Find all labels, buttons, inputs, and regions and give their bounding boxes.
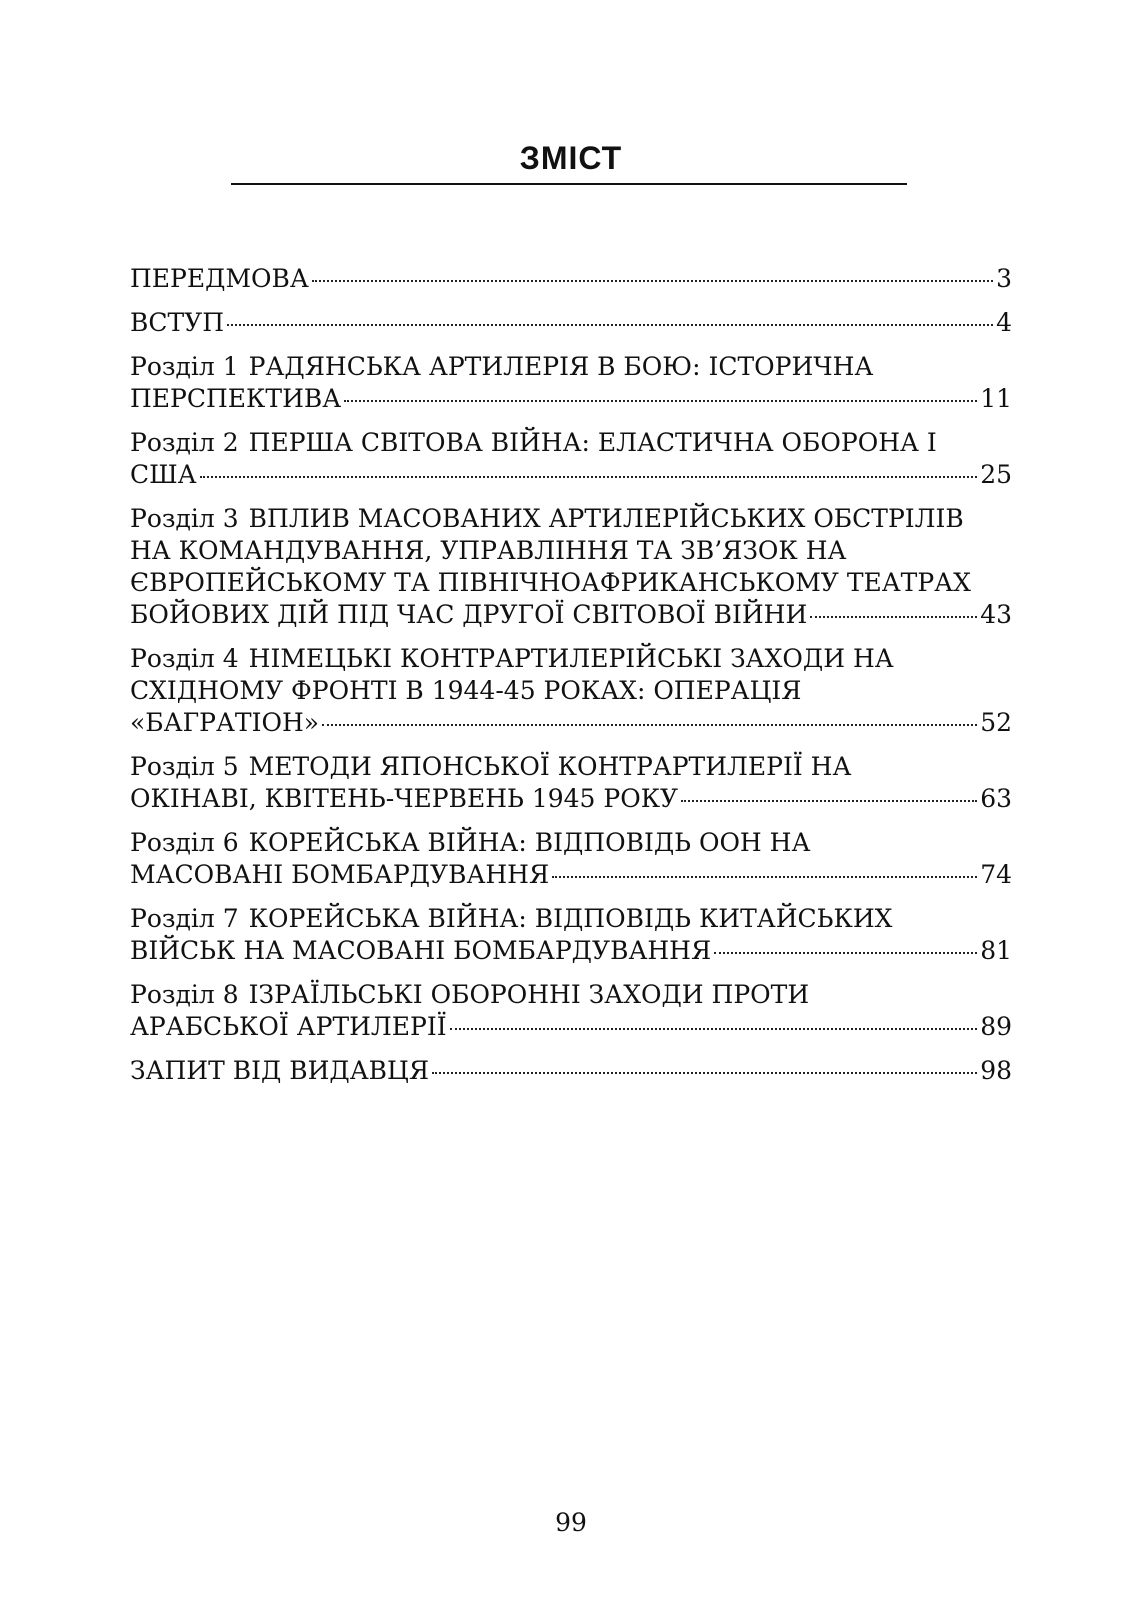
toc-entry-line — [130, 903, 1012, 935]
toc-entry-line — [130, 751, 1012, 783]
toc-entry-last-line — [130, 707, 1012, 739]
table-of-contents — [130, 263, 1012, 1099]
toc-entry-line — [130, 351, 1012, 383]
toc-entry-text: КОРЕЙСЬКА ВІЙНА: ВІДПОВІДЬ КИТАЙСЬКИХ — [248, 904, 893, 933]
dot-leader — [344, 400, 977, 402]
toc-entry[interactable] — [130, 827, 1012, 891]
toc-entry-text: ВПЛИВ МАСОВАНИХ АРТИЛЕРІЙСЬКИХ ОБСТРІЛІВ — [248, 504, 964, 533]
toc-entry-text: ІЗРАЇЛЬСЬКІ ОБОРОННІ ЗАХОДИ ПРОТИ — [248, 980, 810, 1009]
dot-leader — [227, 324, 993, 326]
toc-entry[interactable] — [130, 1055, 1012, 1087]
toc-entry-line — [130, 675, 1012, 707]
toc-entry-last-line — [130, 599, 1012, 631]
toc-entry-last-line — [130, 459, 1012, 491]
dot-leader — [681, 800, 977, 802]
toc-page-number: 4 — [996, 308, 1012, 337]
toc-page-number: 81 — [980, 936, 1012, 965]
toc-page-number: 89 — [980, 1012, 1012, 1041]
toc-entry[interactable] — [130, 643, 1012, 739]
dot-leader — [552, 876, 977, 878]
dot-leader — [810, 616, 977, 618]
title-underline — [231, 183, 907, 185]
toc-page-number: 52 — [980, 708, 1012, 737]
toc-entry-text: США — [130, 460, 197, 489]
dot-leader — [312, 280, 993, 282]
toc-entry-line — [130, 567, 1012, 599]
dot-leader — [450, 1028, 978, 1030]
toc-entry-text: ЄВРОПЕЙСЬКОМУ ТА ПІВНІЧНОАФРИКАНСЬКОМУ ТЕАТРАХ — [130, 568, 971, 597]
toc-entry-text: СХІДНОМУ ФРОНТІ В 1944-45 РОКАХ: ОПЕРАЦІЯ — [130, 676, 802, 705]
toc-entry-last-line — [130, 1011, 1012, 1043]
toc-entry-text: ПЕРЕДМОВА — [130, 264, 309, 293]
dot-leader — [432, 1072, 977, 1074]
toc-entry-last-line — [130, 307, 1012, 339]
chapter-number: Розділ 2 — [130, 428, 239, 457]
chapter-number: Розділ 6 — [130, 828, 239, 857]
page-number: 99 — [555, 1508, 587, 1537]
toc-entry-text: ВСТУП — [130, 308, 225, 337]
toc-entry[interactable] — [130, 427, 1012, 491]
toc-entry-text: РАДЯНСЬКА АРТИЛЕРІЯ В БОЮ: ІСТОРИЧНА — [248, 352, 874, 381]
dot-leader — [200, 476, 978, 478]
toc-entry-text: НІМЕЦЬКІ КОНТРАРТИЛЕРІЙСЬКІ ЗАХОДИ НА — [248, 644, 894, 673]
dot-leader — [714, 952, 977, 954]
toc-entry[interactable] — [130, 263, 1012, 295]
toc-entry-text: АРАБСЬКОЇ АРТИЛЕРІЇ — [130, 1012, 447, 1041]
toc-entry-line — [130, 427, 1012, 459]
toc-page-number: 43 — [980, 600, 1012, 629]
chapter-number: Розділ 8 — [130, 980, 239, 1009]
toc-entry-text: МАСОВАНІ БОМБАРДУВАННЯ — [130, 860, 550, 889]
chapter-number: Розділ 5 — [130, 752, 239, 781]
toc-page-number: 98 — [980, 1056, 1012, 1085]
chapter-number: Розділ 7 — [130, 904, 239, 933]
toc-entry-text: НА КОМАНДУВАННЯ, УПРАВЛІННЯ ТА ЗВ’ЯЗОК НА — [130, 536, 847, 565]
toc-page-number: 11 — [980, 384, 1012, 413]
toc-page-number: 25 — [980, 460, 1012, 489]
dot-leader — [322, 724, 977, 726]
toc-entry[interactable] — [130, 503, 1012, 631]
toc-entry-last-line — [130, 935, 1012, 967]
toc-page-number: 3 — [996, 264, 1012, 293]
toc-entry[interactable] — [130, 751, 1012, 815]
toc-page-number: 63 — [980, 784, 1012, 813]
toc-entry[interactable] — [130, 307, 1012, 339]
chapter-number: Розділ 3 — [130, 504, 239, 533]
toc-entry-text: ПЕРША СВІТОВА ВІЙНА: ЕЛАСТИЧНА ОБОРОНА І — [248, 428, 937, 457]
toc-entry-last-line — [130, 263, 1012, 295]
toc-entry-text: БОЙОВИХ ДІЙ ПІД ЧАС ДРУГОЇ СВІТОВОЇ ВІЙНИ — [130, 600, 808, 629]
toc-entry[interactable] — [130, 903, 1012, 967]
toc-title: ЗМІСТ — [519, 140, 623, 176]
toc-entry-text: ПЕРСПЕКТИВА — [130, 384, 342, 413]
toc-entry-line — [130, 643, 1012, 675]
toc-entry-text: КОРЕЙСЬКА ВІЙНА: ВІДПОВІДЬ ООН НА — [248, 828, 811, 857]
toc-entry[interactable] — [130, 979, 1012, 1043]
toc-entry-last-line — [130, 1055, 1012, 1087]
toc-entry-text: ОКІНАВІ, КВІТЕНЬ-ЧЕРВЕНЬ 1945 РОКУ — [130, 784, 679, 813]
toc-entry-last-line — [130, 383, 1012, 415]
chapter-number: Розділ 4 — [130, 644, 239, 673]
toc-entry-line — [130, 979, 1012, 1011]
toc-entry-last-line — [130, 859, 1012, 891]
toc-entry-line — [130, 503, 1012, 535]
toc-entry-text: «БАГРАТІОН» — [130, 708, 320, 737]
toc-entry-line — [130, 827, 1012, 859]
toc-entry-last-line — [130, 783, 1012, 815]
toc-page-number: 74 — [980, 860, 1012, 889]
toc-entry-text: ВІЙСЬК НА МАСОВАНІ БОМБАРДУВАННЯ — [130, 936, 712, 965]
toc-entry-text: МЕТОДИ ЯПОНСЬКОЇ КОНТРАРТИЛЕРІЇ НА — [248, 752, 852, 781]
toc-entry-line — [130, 535, 1012, 567]
toc-entry-text: ЗАПИТ ВІД ВИДАВЦЯ — [130, 1056, 430, 1085]
chapter-number: Розділ 1 — [130, 352, 239, 381]
toc-entry[interactable] — [130, 351, 1012, 415]
